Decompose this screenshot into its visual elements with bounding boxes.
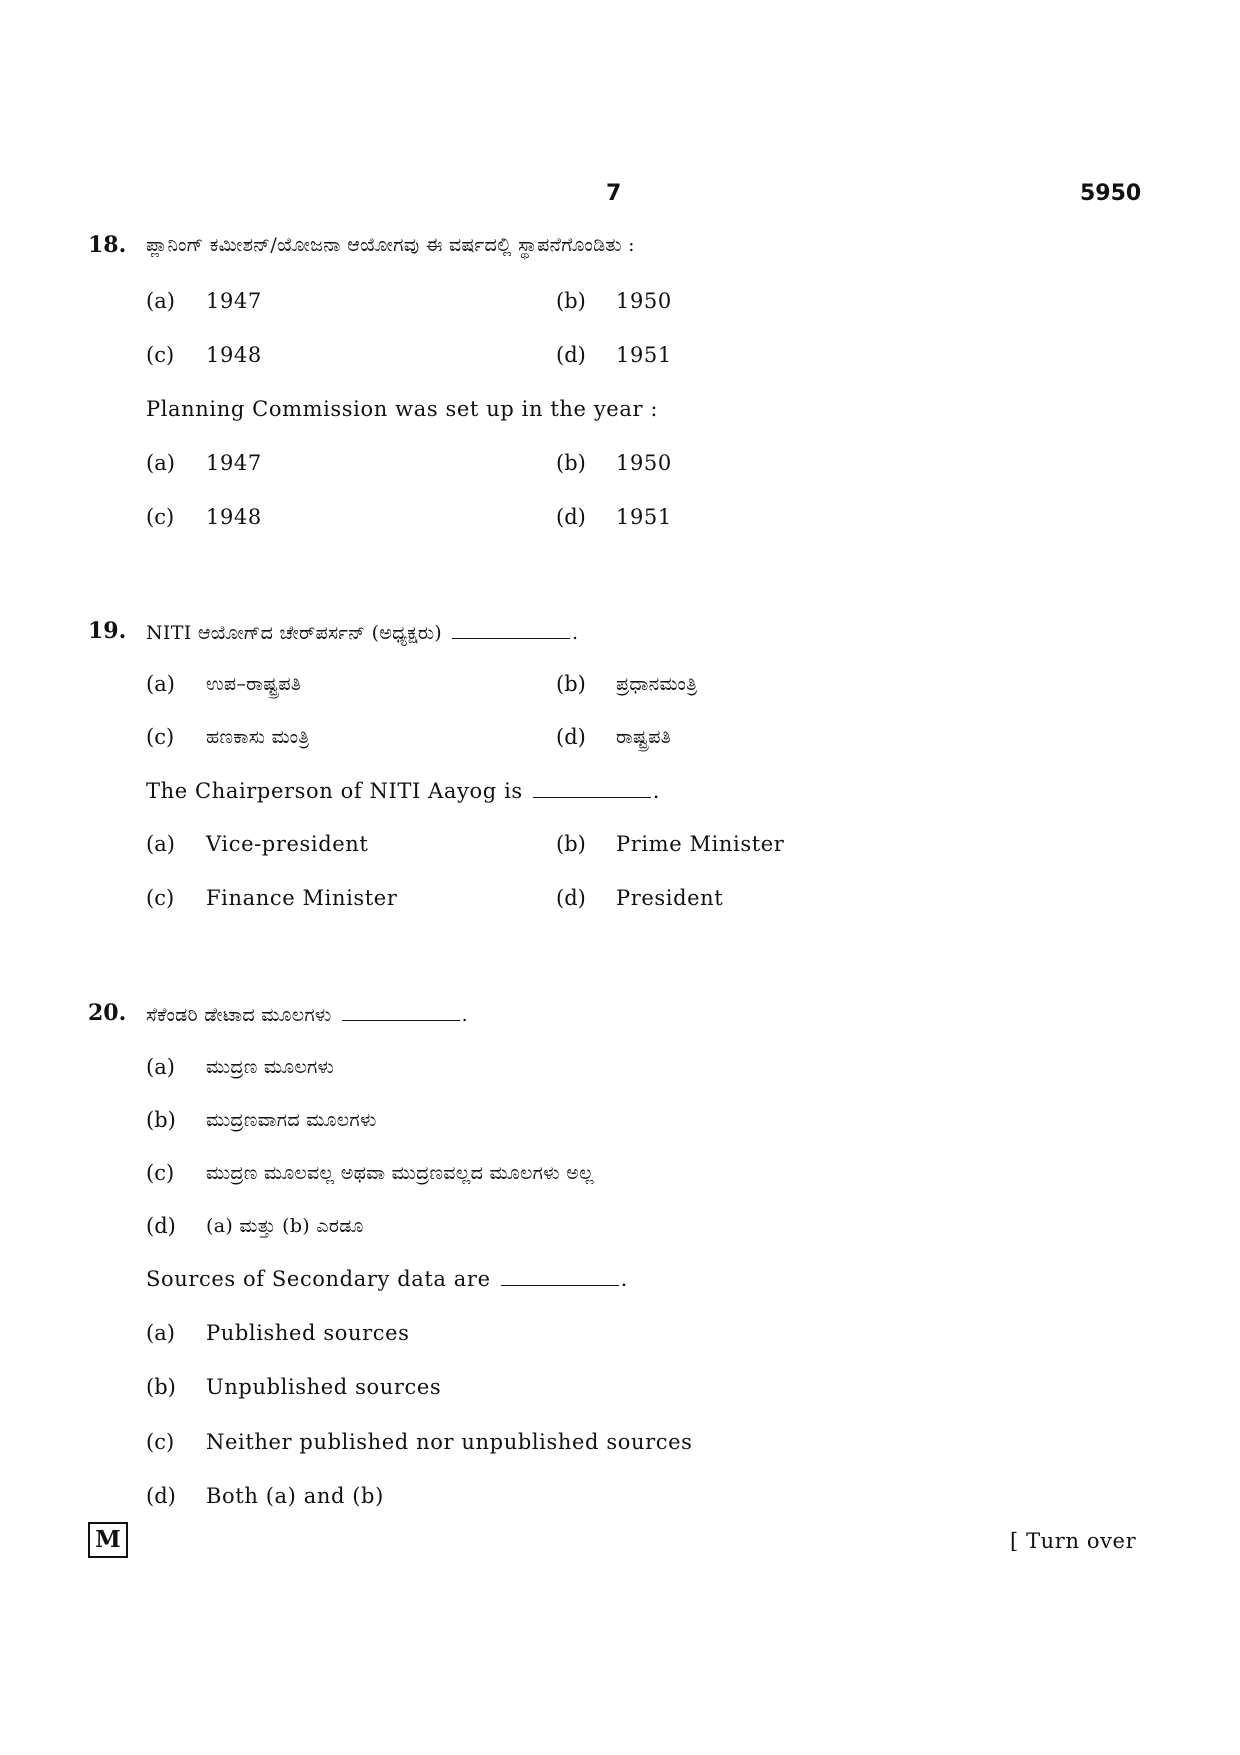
option-text: ಮುದ್ರಣ ಮೂಲವಲ್ಲ ಅಥವಾ ಮುದ್ರಣವಲ್ಲದ ಮೂಲಗಳು ಅಲ್ಲ bbox=[206, 1162, 594, 1184]
turn-over-note: [ Turn over bbox=[1010, 1529, 1137, 1553]
option-text: 1950 bbox=[616, 289, 672, 313]
option-label: (d) bbox=[146, 1214, 176, 1238]
option-label: (a) bbox=[146, 1055, 175, 1079]
option-label: (a) bbox=[146, 672, 175, 696]
option-label: (d) bbox=[556, 725, 586, 749]
option-text: ಪ್ರಧಾನಮಂತ್ರಿ bbox=[616, 673, 698, 695]
option-text: 1947 bbox=[206, 289, 262, 313]
answer-blank bbox=[533, 779, 651, 798]
option-text: Prime Minister bbox=[616, 832, 785, 856]
question-prompt-english: The Chairperson of NITI Aayog is . bbox=[146, 779, 661, 803]
question-number: 19. bbox=[88, 618, 127, 644]
option-text: ಮುದ್ರಣ ಮೂಲಗಳು bbox=[206, 1056, 335, 1078]
option-label: (b) bbox=[146, 1375, 176, 1399]
option-text: (a) ಮತ್ತು (b) ಎರಡೂ bbox=[206, 1215, 364, 1237]
answer-blank bbox=[452, 620, 570, 639]
option-text: ಮುದ್ರಣವಾಗದ ಮೂಲಗಳು bbox=[206, 1109, 377, 1131]
question-prompt-kannada: ಪ್ಲಾನಿಂಗ್ ಕಮೀಶನ್/ಯೋಜನಾ ಆಯೋಗವು ಈ ವರ್ಷದಲ್ಲಿ ಸ್ಥಾಪನೆಗೊಂಡಿತು : bbox=[146, 234, 635, 256]
option-label: (d) bbox=[556, 505, 586, 529]
option-text: ರಾಷ್ಟ್ರಪತಿ bbox=[616, 726, 672, 748]
option-text: 1950 bbox=[616, 451, 672, 475]
question-prompt-kannada: ಸೆಕೆಂಡರಿ ಡೇಟಾದ ಮೂಲಗಳು . bbox=[146, 1004, 468, 1026]
option-label: (b) bbox=[556, 672, 586, 696]
option-label: (a) bbox=[146, 451, 175, 475]
medium-mark-box: M bbox=[88, 1522, 128, 1558]
option-label: (b) bbox=[556, 289, 586, 313]
option-text: 1948 bbox=[206, 505, 262, 529]
question-prompt-kannada: NITI ಆಯೋಗ್‌ದ ಚೇರ್‌ಪರ್ಸನ್ (ಅಧ್ಯಕ್ಷರು) . bbox=[146, 622, 579, 644]
option-text: Neither published nor unpublished sources bbox=[206, 1430, 693, 1454]
option-label: (d) bbox=[556, 343, 586, 367]
option-label: (c) bbox=[146, 1430, 175, 1454]
option-text: 1951 bbox=[616, 343, 672, 367]
answer-blank bbox=[501, 1267, 619, 1286]
option-label: (c) bbox=[146, 505, 175, 529]
question-prompt-english: Planning Commission was set up in the year : bbox=[146, 397, 659, 421]
option-text: Unpublished sources bbox=[206, 1375, 442, 1399]
option-text: ಉಪ–ರಾಷ್ಟ್ರಪತಿ bbox=[206, 673, 302, 695]
option-label: (b) bbox=[556, 451, 586, 475]
option-text: ಹಣಕಾಸು ಮಂತ್ರಿ bbox=[206, 726, 310, 748]
option-text: Both (a) and (b) bbox=[206, 1484, 384, 1508]
question-number: 20. bbox=[88, 1000, 127, 1026]
answer-blank bbox=[342, 1002, 460, 1021]
option-label: (c) bbox=[146, 1161, 175, 1185]
paper-code: 5950 bbox=[1080, 181, 1142, 206]
option-label: (d) bbox=[146, 1484, 176, 1508]
option-label: (c) bbox=[146, 343, 175, 367]
option-text: 1951 bbox=[616, 505, 672, 529]
option-label: (c) bbox=[146, 886, 175, 910]
question-number: 18. bbox=[88, 232, 127, 258]
option-text: Vice-president bbox=[206, 832, 369, 856]
option-label: (b) bbox=[146, 1108, 176, 1132]
option-text: Finance Minister bbox=[206, 886, 398, 910]
option-text: Published sources bbox=[206, 1321, 410, 1345]
option-label: (a) bbox=[146, 832, 175, 856]
option-text: President bbox=[616, 886, 724, 910]
option-label: (c) bbox=[146, 725, 175, 749]
option-label: (a) bbox=[146, 1321, 175, 1345]
option-label: (b) bbox=[556, 832, 586, 856]
option-text: 1947 bbox=[206, 451, 262, 475]
page-number: 7 bbox=[606, 181, 622, 206]
option-label: (a) bbox=[146, 289, 175, 313]
option-text: 1948 bbox=[206, 343, 262, 367]
option-label: (d) bbox=[556, 886, 586, 910]
question-prompt-english: Sources of Secondary data are . bbox=[146, 1267, 628, 1291]
